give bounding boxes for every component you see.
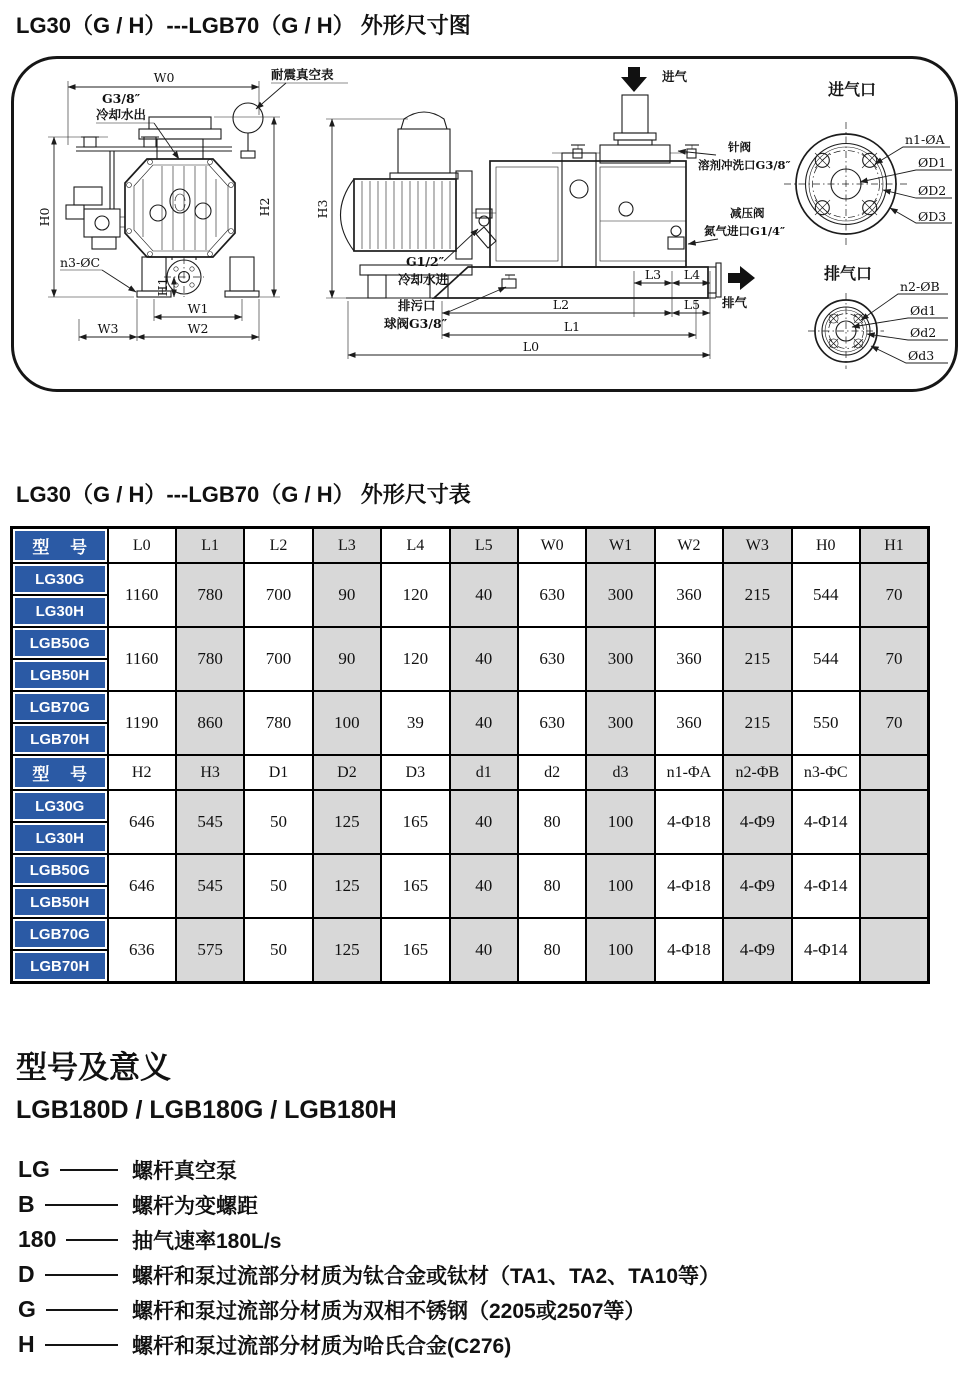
header-cell: L4 xyxy=(381,528,449,564)
header-cell: d3 xyxy=(586,755,654,790)
table-cell: 4-Φ14 xyxy=(792,918,860,983)
legend-item xyxy=(18,1152,963,1187)
table-cell: 50 xyxy=(244,918,312,983)
model-cell: LGB70H xyxy=(12,723,108,755)
table-cell: 550 xyxy=(792,691,860,755)
header-cell: L1 xyxy=(176,528,244,564)
header-cell: D3 xyxy=(381,755,449,790)
table-cell: 120 xyxy=(381,627,449,691)
relief-valve-label: 减压阀 xyxy=(730,206,765,220)
header-cell: H3 xyxy=(176,755,244,790)
table-cell: 545 xyxy=(176,854,244,918)
table-cell: 780 xyxy=(176,627,244,691)
meaning-heading: 型号及意义 xyxy=(16,1050,171,1085)
legend-item xyxy=(18,1257,963,1292)
legend-desc: 螺杆真空泵 xyxy=(132,1159,237,1183)
table-cell: 40 xyxy=(450,563,518,627)
header-cell: W1 xyxy=(586,528,654,564)
table-cell: 300 xyxy=(586,627,654,691)
table-cell: 575 xyxy=(176,918,244,983)
table-cell: 630 xyxy=(518,691,586,755)
legend-code: LG xyxy=(18,1156,50,1182)
legend-code: B xyxy=(18,1191,35,1217)
dim-label-w0: W0 xyxy=(153,70,175,85)
legend-code: G xyxy=(18,1296,36,1322)
table-cell: 100 xyxy=(586,918,654,983)
table-cell: 40 xyxy=(450,691,518,755)
table-cell: 90 xyxy=(313,563,381,627)
model-cell: LGB70G xyxy=(12,691,108,723)
model-meaning-legend xyxy=(18,1152,963,1362)
table-cell: 4-Φ18 xyxy=(655,854,723,918)
table-cell: 165 xyxy=(381,918,449,983)
model-cell: LG30G xyxy=(12,563,108,595)
table-cell: 1160 xyxy=(108,563,176,627)
outlet-flange-label-d2: Ød2 xyxy=(910,325,937,340)
table-cell: 215 xyxy=(723,563,791,627)
legend-dash xyxy=(45,1274,118,1276)
model-cell: LGB50G xyxy=(12,627,108,659)
dim-label-l1: L1 xyxy=(563,319,581,334)
dim-label-h1: H1 xyxy=(155,277,170,297)
outlet-flange-title: 排气口 xyxy=(823,264,873,283)
dim-label-w3: W3 xyxy=(97,321,119,336)
header-cell: d1 xyxy=(450,755,518,790)
cooling-in-size-label: G1/2″ xyxy=(406,254,445,269)
table-cell: 215 xyxy=(723,691,791,755)
front-view xyxy=(37,67,348,341)
model-cell: LGB70H xyxy=(12,950,108,983)
outlet-flange-label-d3: Ød3 xyxy=(908,348,935,363)
header-cell xyxy=(860,755,929,790)
table-cell: 100 xyxy=(586,854,654,918)
header-cell: W2 xyxy=(655,528,723,564)
dim-label-l0: L0 xyxy=(522,339,540,354)
table-cell xyxy=(860,790,929,854)
header-cell: d2 xyxy=(518,755,586,790)
table-cell: 630 xyxy=(518,563,586,627)
table-cell: 80 xyxy=(518,854,586,918)
dim-label-w2: W2 xyxy=(187,321,209,336)
table-cell: 40 xyxy=(450,790,518,854)
table-cell: 100 xyxy=(586,790,654,854)
table-cell: 40 xyxy=(450,854,518,918)
dimension-table xyxy=(10,526,930,984)
header-cell: n2-ΦB xyxy=(723,755,791,790)
table-cell: 4-Φ9 xyxy=(723,854,791,918)
drain-port-label: 排污口 xyxy=(398,298,436,313)
dimension-drawing-panel xyxy=(11,56,958,392)
table-cell: 165 xyxy=(381,790,449,854)
header-cell: W0 xyxy=(518,528,586,564)
drawing-title: LG30（G / H）---LGB70（G / H） 外形尺寸图 xyxy=(16,13,471,38)
table-cell: 636 xyxy=(108,918,176,983)
table-cell: 80 xyxy=(518,918,586,983)
header-cell: L2 xyxy=(244,528,312,564)
table-cell: 700 xyxy=(244,563,312,627)
table-cell: 40 xyxy=(450,627,518,691)
table-cell: 125 xyxy=(313,854,381,918)
exhaust-label: 排气 xyxy=(722,295,748,310)
table-cell: 545 xyxy=(176,790,244,854)
table-cell: 165 xyxy=(381,854,449,918)
table-cell xyxy=(860,918,929,983)
legend-dash xyxy=(66,1239,118,1241)
table-cell: 39 xyxy=(381,691,449,755)
table-cell: 100 xyxy=(313,691,381,755)
dim-label-h3: H3 xyxy=(315,199,330,219)
model-cell: LG30G xyxy=(12,790,108,822)
table-cell: 544 xyxy=(792,563,860,627)
table-cell: 300 xyxy=(586,691,654,755)
nitrogen-port-label: 氮气进口G1/4″ xyxy=(704,224,786,238)
table-cell: 70 xyxy=(860,563,929,627)
table-cell: 70 xyxy=(860,691,929,755)
header-cell: n3-ΦC xyxy=(792,755,860,790)
table-cell: 630 xyxy=(518,627,586,691)
table-cell: 1190 xyxy=(108,691,176,755)
table-cell: 646 xyxy=(108,854,176,918)
table-cell: 40 xyxy=(450,918,518,983)
cooling-in-label: 冷却水进 xyxy=(398,272,449,287)
legend-item xyxy=(18,1327,963,1362)
table-cell: 215 xyxy=(723,627,791,691)
table-cell: 300 xyxy=(586,563,654,627)
header-cell: L5 xyxy=(450,528,518,564)
legend-dash xyxy=(45,1344,118,1346)
header-cell: L3 xyxy=(313,528,381,564)
model-series-line: LGB180D / LGB180G / LGB180H xyxy=(16,1096,397,1124)
table-cell xyxy=(860,854,929,918)
gauge-label: 耐震真空表 xyxy=(271,67,334,82)
table-cell: 4-Φ9 xyxy=(723,918,791,983)
legend-item xyxy=(18,1222,963,1257)
table-cell: 4-Φ9 xyxy=(723,790,791,854)
header-cell: L0 xyxy=(108,528,176,564)
table-cell: 360 xyxy=(655,563,723,627)
dim-label-l5: L5 xyxy=(683,297,701,312)
table-cell: 780 xyxy=(176,563,244,627)
header-cell: H1 xyxy=(860,528,929,564)
table-cell: 70 xyxy=(860,627,929,691)
model-cell: LGB50G xyxy=(12,854,108,886)
table-cell: 120 xyxy=(381,563,449,627)
table-cell: 360 xyxy=(655,627,723,691)
model-cell: LGB50H xyxy=(12,886,108,918)
table-cell: 700 xyxy=(244,627,312,691)
dim-label-l4: L4 xyxy=(683,267,701,282)
table-cell: 50 xyxy=(244,854,312,918)
outlet-flange-label-n2: n2-ØB xyxy=(900,279,940,294)
table-cell: 1160 xyxy=(108,627,176,691)
inlet-flange-label-n1: n1-ØA xyxy=(905,132,945,147)
drain-valve-label: 球阀G3/8″ xyxy=(384,316,448,331)
dim-label-h0: H0 xyxy=(37,207,52,227)
table-cell: 4-Φ14 xyxy=(792,790,860,854)
cooling-out-size-label: G3/8″ xyxy=(102,91,141,106)
inlet-arrow-icon xyxy=(621,67,647,92)
exhaust-arrow-icon xyxy=(728,266,755,290)
side-view xyxy=(315,67,791,359)
legend-dash xyxy=(60,1169,118,1171)
model-cell: LG30H xyxy=(12,822,108,854)
dimension-drawing xyxy=(16,61,955,389)
legend-desc: 螺杆和泵过流部分材质为哈氏合金(C276) xyxy=(132,1334,512,1358)
legend-dash xyxy=(46,1309,118,1311)
table-cell: 50 xyxy=(244,790,312,854)
inlet-flange-view xyxy=(784,80,952,246)
header-cell: H2 xyxy=(108,755,176,790)
header-cell-model: 型 号 xyxy=(12,755,108,790)
inlet-flange-label-d2: ØD2 xyxy=(918,183,947,198)
dim-label-l2: L2 xyxy=(552,297,570,312)
header-cell: D2 xyxy=(313,755,381,790)
legend-desc: 抽气速率180L/s xyxy=(132,1229,282,1253)
table-cell: 360 xyxy=(655,691,723,755)
table-cell: 646 xyxy=(108,790,176,854)
header-cell: D1 xyxy=(244,755,312,790)
table-title: LG30（G / H）---LGB70（G / H） 外形尺寸表 xyxy=(16,482,471,507)
dim-label-w1: W1 xyxy=(187,301,209,316)
model-cell: LG30H xyxy=(12,595,108,627)
header-cell-model: 型 号 xyxy=(12,528,108,564)
header-cell: n1-ΦA xyxy=(655,755,723,790)
legend-code: 180 xyxy=(18,1226,57,1252)
legend-desc: 螺杆和泵过流部分材质为双相不锈钢（2205或2507等） xyxy=(132,1299,646,1323)
table-cell: 4-Φ18 xyxy=(655,790,723,854)
legend-code: H xyxy=(18,1331,35,1357)
legend-desc: 螺杆和泵过流部分材质为钛合金或钛材（TA1、TA2、TA10等） xyxy=(132,1264,721,1288)
table-cell: 90 xyxy=(313,627,381,691)
outlet-flange-view xyxy=(808,264,948,369)
model-cell: LGB50H xyxy=(12,659,108,691)
table-cell: 125 xyxy=(313,790,381,854)
header-cell: H0 xyxy=(792,528,860,564)
outlet-flange-label-d1: Ød1 xyxy=(910,303,937,318)
table-cell: 80 xyxy=(518,790,586,854)
table-cell: 860 xyxy=(176,691,244,755)
foot-holes-label: n3-ØC xyxy=(60,255,101,270)
inlet-label: 进气 xyxy=(662,69,688,84)
cooling-out-label: 冷却水出 xyxy=(96,107,147,122)
table-cell: 544 xyxy=(792,627,860,691)
legend-item xyxy=(18,1187,963,1222)
dim-label-l3: L3 xyxy=(644,267,662,282)
table-cell: 4-Φ18 xyxy=(655,918,723,983)
table-cell: 4-Φ14 xyxy=(792,854,860,918)
legend-desc: 螺杆为变螺距 xyxy=(132,1194,258,1218)
legend-item xyxy=(18,1292,963,1327)
legend-dash xyxy=(45,1204,118,1206)
legend-code: D xyxy=(18,1261,35,1287)
table-cell: 780 xyxy=(244,691,312,755)
inlet-flange-title: 进气口 xyxy=(827,80,877,99)
header-cell: W3 xyxy=(723,528,791,564)
inlet-flange-label-d3: ØD3 xyxy=(918,209,947,224)
needle-valve-label: 针阀 xyxy=(728,140,751,154)
dim-label-h2: H2 xyxy=(257,197,272,217)
table-cell: 125 xyxy=(313,918,381,983)
solvent-port-label: 溶剂冲洗口G3/8″ xyxy=(698,158,791,172)
inlet-flange-label-d1: ØD1 xyxy=(918,155,947,170)
model-cell: LGB70G xyxy=(12,918,108,950)
